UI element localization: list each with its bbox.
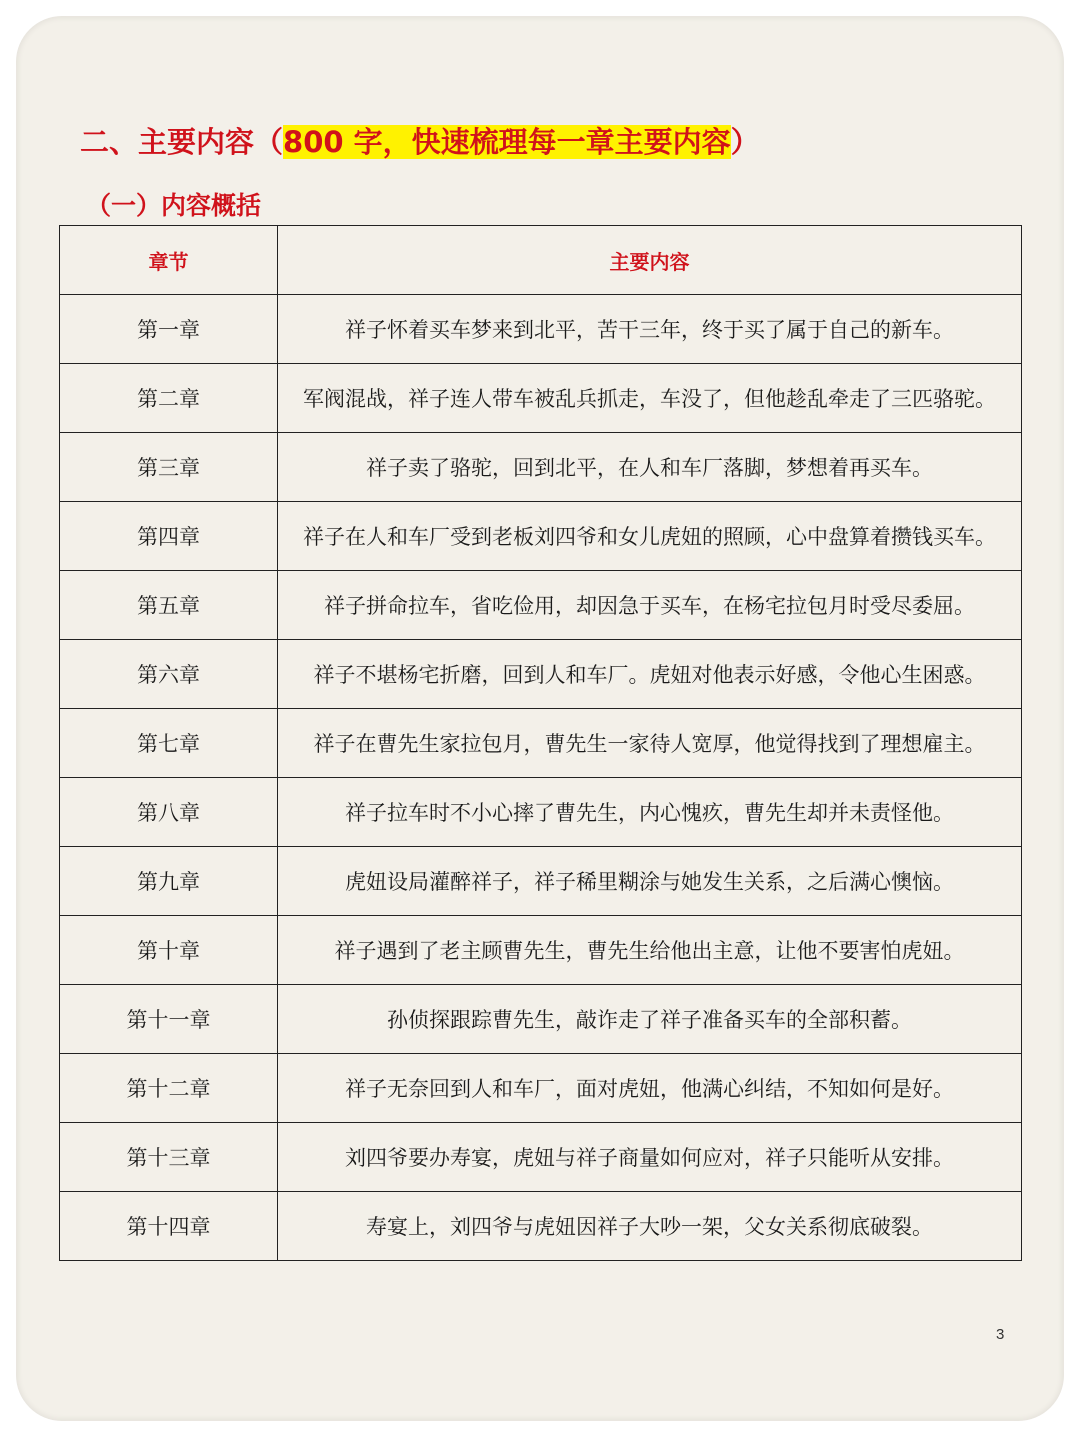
content-cell: 祥子遇到了老主顾曹先生，曹先生给他出主意，让他不要害怕虎妞。 <box>278 916 1022 985</box>
table-header-row <box>60 226 1022 295</box>
chapter-cell: 第一章 <box>60 295 278 364</box>
table-row <box>60 1192 1022 1261</box>
chapter-cell: 第四章 <box>60 502 278 571</box>
table-row <box>60 640 1022 709</box>
subsection-heading: （一）内容概括 <box>86 191 262 220</box>
content-cell: 祥子怀着买车梦来到北平，苦干三年，终于买了属于自己的新车。 <box>278 295 1022 364</box>
table-row <box>60 709 1022 778</box>
chapter-cell: 第十四章 <box>60 1192 278 1261</box>
chapter-cell: 第十三章 <box>60 1123 278 1192</box>
section-heading-suffix: ） <box>730 125 760 159</box>
table-row <box>60 433 1022 502</box>
content-cell: 寿宴上，刘四爷与虎妞因祥子大吵一架，父女关系彻底破裂。 <box>278 1192 1022 1261</box>
table-body <box>60 295 1022 1261</box>
table-row <box>60 985 1022 1054</box>
section-heading <box>80 112 760 172</box>
chapter-cell: 第九章 <box>60 847 278 916</box>
chapter-cell: 第七章 <box>60 709 278 778</box>
table-row <box>60 1054 1022 1123</box>
section-heading-prefix: 二、主要内容（ <box>80 125 284 159</box>
table-row <box>60 847 1022 916</box>
content-cell: 祥子无奈回到人和车厂，面对虎妞，他满心纠结，不知如何是好。 <box>278 1054 1022 1123</box>
chapter-summary-table <box>59 225 1022 1261</box>
table-row <box>60 778 1022 847</box>
header-chapter: 章节 <box>60 226 278 295</box>
chapter-cell: 第三章 <box>60 433 278 502</box>
content-cell: 祥子拉车时不小心摔了曹先生，内心愧疚，曹先生却并未责怪他。 <box>278 778 1022 847</box>
content-cell: 祥子在人和车厂受到老板刘四爷和女儿虎妞的照顾，心中盘算着攒钱买车。 <box>278 502 1022 571</box>
table-row <box>60 364 1022 433</box>
content-cell: 祥子卖了骆驼，回到北平，在人和车厂落脚，梦想着再买车。 <box>278 433 1022 502</box>
chapter-cell: 第十一章 <box>60 985 278 1054</box>
page-number: 3 <box>996 1326 1005 1343</box>
content-cell: 祥子不堪杨宅折磨，回到人和车厂。虎妞对他表示好感，令他心生困惑。 <box>278 640 1022 709</box>
table-row <box>60 295 1022 364</box>
chapter-cell: 第十二章 <box>60 1054 278 1123</box>
table-row <box>60 502 1022 571</box>
content-cell: 孙侦探跟踪曹先生，敲诈走了祥子准备买车的全部积蓄。 <box>278 985 1022 1054</box>
chapter-cell: 第八章 <box>60 778 278 847</box>
content-cell: 刘四爷要办寿宴，虎妞与祥子商量如何应对，祥子只能听从安排。 <box>278 1123 1022 1192</box>
section-heading-highlight: 800 字，快速梳理每一章主要内容 <box>283 125 731 159</box>
table-row <box>60 1123 1022 1192</box>
chapter-cell: 第五章 <box>60 571 278 640</box>
content-cell: 祥子在曹先生家拉包月，曹先生一家待人宽厚，他觉得找到了理想雇主。 <box>278 709 1022 778</box>
content-cell: 军阀混战，祥子连人带车被乱兵抓走，车没了，但他趁乱牵走了三匹骆驼。 <box>278 364 1022 433</box>
table-row <box>60 916 1022 985</box>
chapter-cell: 第十章 <box>60 916 278 985</box>
chapter-cell: 第六章 <box>60 640 278 709</box>
chapter-cell: 第二章 <box>60 364 278 433</box>
content-cell: 祥子拼命拉车，省吃俭用，却因急于买车，在杨宅拉包月时受尽委屈。 <box>278 571 1022 640</box>
header-content: 主要内容 <box>278 226 1022 295</box>
table-row <box>60 571 1022 640</box>
content-cell: 虎妞设局灌醉祥子，祥子稀里糊涂与她发生关系，之后满心懊恼。 <box>278 847 1022 916</box>
